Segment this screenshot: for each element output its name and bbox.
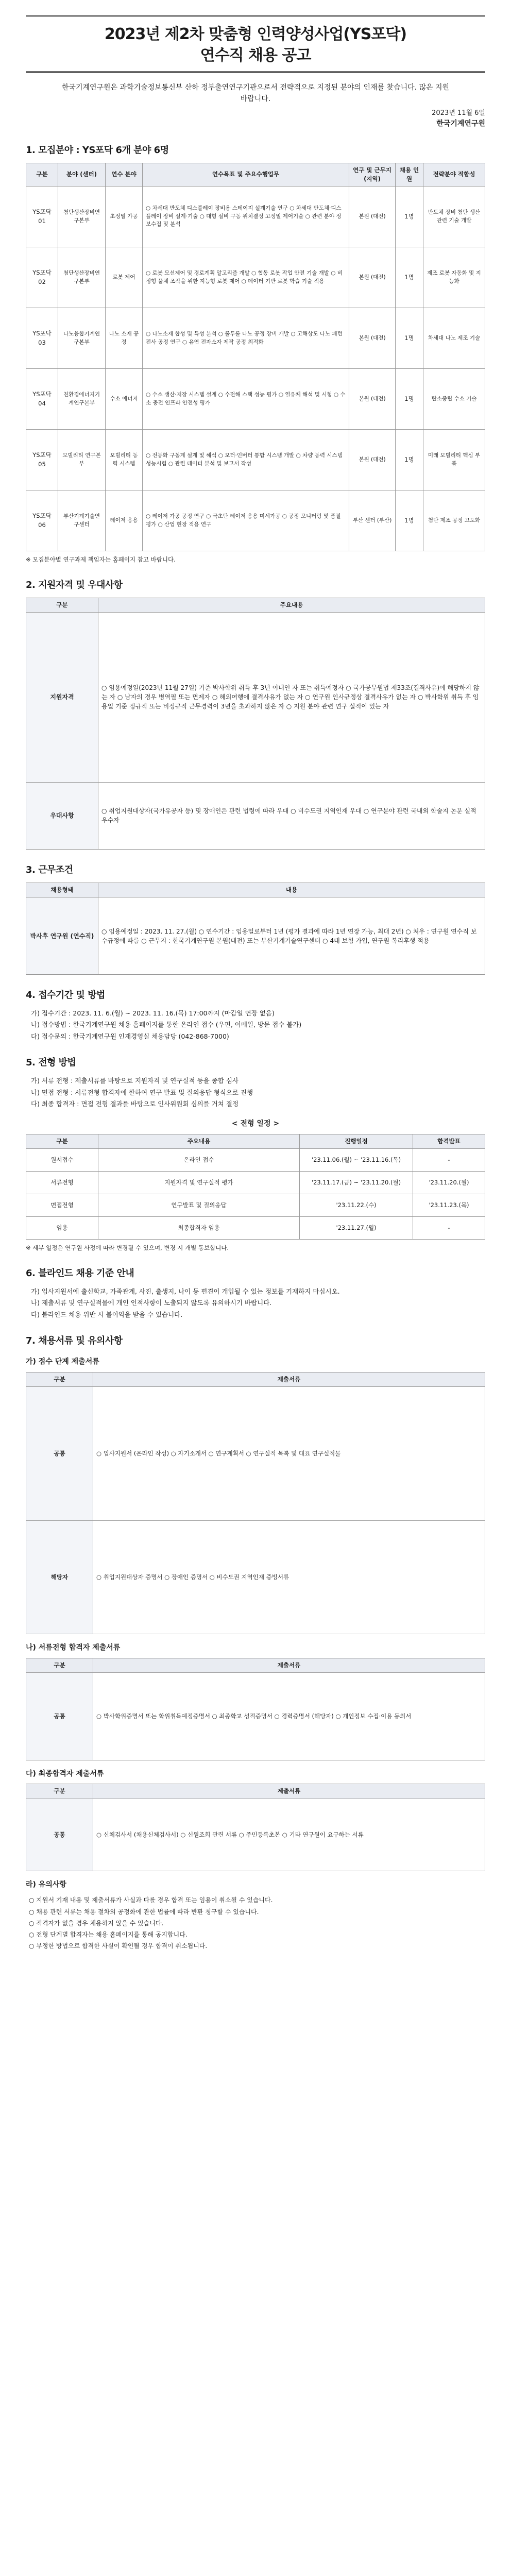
cell-place: 본원 (대전) xyxy=(349,430,396,490)
note-item: ○ 전형 단계별 합격자는 채용 홈페이지를 통해 공지합니다. xyxy=(29,1930,188,1938)
cell-field: 로봇 제어 xyxy=(106,247,143,308)
col-header: 연수 분야 xyxy=(106,163,143,187)
cell-center: 친환경에너지기계연구본부 xyxy=(58,369,106,430)
note-item: ○ 채용 관련 서류는 채용 절차의 공정화에 관한 법률에 따라 반환 청구할 수 있습니다. xyxy=(29,1908,259,1916)
cell: '23.11.27.(월) xyxy=(300,1216,413,1239)
row-content: ○ 박사학위증명서 또는 학위취득예정증명서 ○ 최종학교 성적증명서 ○ 경력증명서 (해당자) ○ 개인정보 수집·이용 동의서 xyxy=(93,1672,485,1760)
row-label: 우대사항 xyxy=(26,782,98,849)
col-header: 제출서류 xyxy=(93,1372,485,1386)
cell-count: 1명 xyxy=(396,187,423,247)
col-header: 주요내용 xyxy=(98,1134,300,1148)
docs-3-title: 다) 최종합격자 제출서류 xyxy=(26,1769,104,1778)
screening-step: 다) 최종 합격자 : 면접 전형 결과를 바탕으로 인사위원회 심의를 거쳐 결정 xyxy=(31,1100,239,1108)
cell: '23.11.06.(월) ~ '23.11.16.(목) xyxy=(300,1148,413,1171)
cell: 원서접수 xyxy=(26,1148,98,1171)
cell-count: 1명 xyxy=(396,369,423,430)
apply-contact: 다) 접수문의 : 한국기계연구원 인재경영실 채용담당 (042-868-7000) xyxy=(31,1032,229,1040)
cell-place: 본원 (대전) xyxy=(349,247,396,308)
row-content: ○ 취업지원대상자(국가유공자 등) 및 장애인은 관련 법령에 따라 우대 ○ 비수도권 지역인재 우대 ○ 연구분야 관련 국내외 학술지 논문 실적 우수자 xyxy=(98,782,485,849)
cell-field: 수소 에너지 xyxy=(106,369,143,430)
section-3-title: 3. 근무조건 xyxy=(26,864,73,875)
work-conditions-table xyxy=(26,883,485,975)
page-title-line2: 연수직 채용 공고 xyxy=(200,46,311,64)
cell-place: 부산 센터 (부산) xyxy=(349,490,396,551)
table-row xyxy=(26,1672,485,1760)
page-title-line1: 2023년 제2차 맞춤형 인력양성사업(YS포닥) xyxy=(104,25,407,43)
cell-count: 1명 xyxy=(396,430,423,490)
table-row xyxy=(26,490,485,551)
cell-center: 모빌리티 연구본부 xyxy=(58,430,106,490)
cell: 서류전형 xyxy=(26,1171,98,1194)
docs-table-1 xyxy=(26,1372,485,1634)
table-row xyxy=(26,369,485,430)
notes-title: 라) 유의사항 xyxy=(26,1880,66,1889)
col-header: 구분 xyxy=(26,1658,93,1672)
table-row xyxy=(26,1216,485,1239)
cell: 면접전형 xyxy=(26,1194,98,1216)
cell: 지원자격 및 연구실적 평가 xyxy=(98,1171,300,1194)
col-header: 내용 xyxy=(98,883,485,897)
cell-place: 본원 (대전) xyxy=(349,187,396,247)
cell-no: YS포닥 06 xyxy=(26,490,58,551)
cell-fit: 차세대 나노 제조 기술 xyxy=(423,308,485,369)
cell-tasks: ○ 차세대 반도체 디스플레이 장비용 스테이지 설계기술 연구 ○ 차세대 반도체·디스플레이 장비 설계·기술 ○ 대형 설비 구동 위치결정 고정밀 제어기술 ○ 관련 분야 정보수집 및 분석 xyxy=(143,187,349,247)
row-label: 지원자격 xyxy=(26,612,98,782)
cell-field: 모빌리티 동력 시스템 xyxy=(106,430,143,490)
col-header: 채용형태 xyxy=(26,883,98,897)
cell-no: YS포닥 04 xyxy=(26,369,58,430)
cell-center: 첨단생산장비연구본부 xyxy=(58,247,106,308)
col-header: 전략분야 적합성 xyxy=(423,163,485,187)
section-5-note: ※ 세부 일정은 연구원 사정에 따라 변경될 수 있으며, 변경 시 개별 통보합니다. xyxy=(26,1244,229,1251)
cell-fit: 제조 로봇 자동화 및 지능화 xyxy=(423,247,485,308)
cell: '23.11.20.(월) xyxy=(413,1171,485,1194)
note-item: ○ 지원서 기재 내용 및 제출서류가 사실과 다를 경우 합격 또는 임용이 취소될 수 있습니다. xyxy=(29,1896,273,1904)
section-4-title: 4. 접수기간 및 방법 xyxy=(26,990,105,1001)
section-1-note: ※ 모집분야별 연구과제 책임자는 홈페이지 참고 바랍니다. xyxy=(26,556,176,563)
cell-fit: 미래 모빌리티 핵심 부품 xyxy=(423,430,485,490)
row-label: 해당자 xyxy=(26,1520,93,1634)
cell-place: 본원 (대전) xyxy=(349,369,396,430)
row-label: 공통 xyxy=(26,1799,93,1871)
cell-field: 나노 소재 공정 xyxy=(106,308,143,369)
section-7-title: 7. 채용서류 및 유의사항 xyxy=(26,1335,123,1347)
cell: - xyxy=(413,1148,485,1171)
screening-step: 나) 면접 전형 : 서류전형 합격자에 한하여 연구 발표 및 질의응답 형식으로 진행 xyxy=(31,1088,253,1096)
cell: 임용 xyxy=(26,1216,98,1239)
section-6-title: 6. 블라인드 채용 기준 안내 xyxy=(26,1267,134,1279)
cell-no: YS포닥 05 xyxy=(26,430,58,490)
org-name: 한국기계연구원 xyxy=(436,119,485,128)
schedule-table-title: < 전형 일정 > xyxy=(231,1119,280,1128)
cell-no: YS포닥 03 xyxy=(26,308,58,369)
cell-tasks: ○ 로봇 모션제어 및 경로계획 알고리즘 개발 ○ 협동 로봇 작업 안전 기술 개발 ○ 비정형 물체 조작을 위한 지능형 로봇 제어 ○ 데이터 기반 로봇 학습 기술 적용 xyxy=(143,247,349,308)
cell-tasks: ○ 수소 생산·저장 시스템 설계 ○ 수전해 스택 성능 평가 ○ 열유체 해석 및 시험 ○ 수소 충전 인프라 안전성 평가 xyxy=(143,369,349,430)
col-header: 구분 xyxy=(26,163,58,187)
row-content: ○ 임용예정일 : 2023. 11. 27.(월) ○ 연수기간 : 임용일로부터 1년 (평가 결과에 따라 1년 연장 가능, 최대 2년) ○ 처우 : 연구원 연수직 보수규정에 따름 ○ 근무지 : 한국기계연구원 본원(대전) 또는 부산기계기술연구센터 ○ 4대 보험 가입, 연구원 복리후생 적용 xyxy=(98,897,485,975)
col-header: 채용 인원 xyxy=(396,163,423,187)
col-header: 구분 xyxy=(26,598,98,612)
col-header: 제출서류 xyxy=(93,1658,485,1672)
col-header: 주요내용 xyxy=(98,598,485,612)
row-content: ○ 임용예정일(2023년 11월 27일) 기준 박사학위 취득 후 3년 이내인 자 또는 취득예정자 ○ 국가공무원법 제33조(결격사유)에 해당하지 않는 자 ○ 남자의 경우 병역필 또는 면제자 ○ 해외여행에 결격사유가 없는 자 ○ 연구원 인사규정상 결격사유가 없는 자 ○ 박사학위 취득 후 임용일 기준 정규직 또는 비정규직 근무경력이 3년을 초과하지 않은 자 ○ 지원 분야 관련 연구 실적이 있는 자 xyxy=(98,612,485,782)
col-header: 구분 xyxy=(26,1372,93,1386)
table-row xyxy=(26,1386,485,1520)
note-item: ○ 부정한 방법으로 합격한 사실이 확인될 경우 합격이 취소됩니다. xyxy=(29,1942,208,1950)
screening-step: 가) 서류 전형 : 제출서류를 바탕으로 지원자격 및 연구실적 등을 종합 심사 xyxy=(31,1077,239,1085)
col-header: 연수목표 및 주요수행업무 xyxy=(143,163,349,187)
cell-fit: 첨단 제조 공정 고도화 xyxy=(423,490,485,551)
col-header: 제출서류 xyxy=(93,1784,485,1799)
section-1-title: 1. 모집분야 : YS포닥 6개 분야 6명 xyxy=(26,144,169,156)
docs-2-title: 나) 서류전형 합격자 제출서류 xyxy=(26,1643,121,1652)
title-box xyxy=(26,15,485,73)
cell-place: 본원 (대전) xyxy=(349,308,396,369)
table-row xyxy=(26,782,485,849)
col-header: 진행일정 xyxy=(300,1134,413,1148)
table-row xyxy=(26,308,485,369)
apply-method: 나) 접수방법 : 한국기계연구원 채용 홈페이지를 통한 온라인 접수 (우편, 이메일, 방문 접수 불가) xyxy=(31,1021,302,1029)
section-5-title: 5. 전형 방법 xyxy=(26,1057,76,1069)
row-label: 공통 xyxy=(26,1672,93,1760)
blind-rule: 나) 제출서류 및 연구실적물에 개인 인적사항이 노출되지 않도록 유의하시기 바랍니다. xyxy=(31,1299,272,1307)
schedule-table xyxy=(26,1134,485,1240)
col-header: 합격발표 xyxy=(413,1134,485,1148)
row-label: 공통 xyxy=(26,1386,93,1520)
recruit-table xyxy=(26,163,485,552)
table-row xyxy=(26,430,485,490)
cell-center: 첨단생산장비연구본부 xyxy=(58,187,106,247)
row-content: ○ 신체검사서 (채용신체검사서) ○ 신원조회 관련 서류 ○ 주민등록초본 ○ 기타 연구원이 요구하는 서류 xyxy=(93,1799,485,1871)
table-row xyxy=(26,1799,485,1871)
col-header: 구분 xyxy=(26,1784,93,1799)
row-label: 박사후 연구원 (연수직) xyxy=(26,897,98,975)
cell-field: 레이저 응용 xyxy=(106,490,143,551)
cell-center: 부산기계기술연구센터 xyxy=(58,490,106,551)
cell: 온라인 접수 xyxy=(98,1148,300,1171)
cell-count: 1명 xyxy=(396,247,423,308)
table-row xyxy=(26,1148,485,1171)
table-row xyxy=(26,897,485,975)
cell: '23.11.22.(수) xyxy=(300,1194,413,1216)
blind-rule: 가) 입사지원서에 출신학교, 가족관계, 사진, 출생지, 나이 등 편견이 개입될 수 있는 정보를 기재하지 마십시오. xyxy=(31,1287,340,1295)
table-row xyxy=(26,187,485,247)
announce-date: 2023년 11월 6일 xyxy=(432,109,485,117)
cell-fit: 반도체 장비 첨단 생산 관련 기술 개발 xyxy=(423,187,485,247)
row-content: ○ 입사지원서 (온라인 작성) ○ 자기소개서 ○ 연구계획서 ○ 연구실적 목록 및 대표 연구실적물 xyxy=(93,1386,485,1520)
note-item: ○ 적격자가 없을 경우 채용하지 않을 수 있습니다. xyxy=(29,1919,164,1927)
cell-fit: 탄소중립 수소 기술 xyxy=(423,369,485,430)
col-header: 분야 (센터) xyxy=(58,163,106,187)
cell: '23.11.23.(목) xyxy=(413,1194,485,1216)
cell-no: YS포닥 01 xyxy=(26,187,58,247)
blind-rule: 다) 블라인드 채용 위반 시 불이익을 받을 수 있습니다. xyxy=(31,1310,183,1318)
cell-field: 초정밀 가공 xyxy=(106,187,143,247)
cell-center: 나노융합기계연구본부 xyxy=(58,308,106,369)
cell-count: 1명 xyxy=(396,308,423,369)
notes-list xyxy=(29,1894,485,1952)
cell-tasks: ○ 레이저 가공 공정 연구 ○ 극초단 레이저 응용 미세가공 ○ 공정 모니터링 및 품질 평가 ○ 산업 현장 적용 연구 xyxy=(143,490,349,551)
docs-1-title: 가) 접수 단계 제출서류 xyxy=(26,1357,99,1366)
cell-no: YS포닥 02 xyxy=(26,247,58,308)
apply-period: 가) 접수기간 : 2023. 11. 6.(월) ~ 2023. 11. 16.(목) 17:00까지 (마감일 연장 없음) xyxy=(31,1009,275,1017)
table-row xyxy=(26,1171,485,1194)
docs-table-2 xyxy=(26,1658,485,1760)
cell-tasks: ○ 나노소재 합성 및 특성 분석 ○ 롤투롤 나노 공정 장비 개발 ○ 고해상도 나노 패턴 전사 공정 연구 ○ 유연 전자소자 제작 공정 최적화 xyxy=(143,308,349,369)
row-content: ○ 취업지원대상자 증명서 ○ 장애인 증명서 ○ 비수도권 지역인재 증빙서류 xyxy=(93,1520,485,1634)
cell: 최종합격자 임용 xyxy=(98,1216,300,1239)
table-row xyxy=(26,612,485,782)
cell-tasks: ○ 전동화 구동계 설계 및 해석 ○ 모터·인버터 통합 시스템 개발 ○ 차량 동력 시스템 성능시험 ○ 관련 데이터 분석 및 보고서 작성 xyxy=(143,430,349,490)
section-2-title: 2. 지원자격 및 우대사항 xyxy=(26,579,123,590)
intro-text: 한국기계연구원은 과학기술정보통신부 산하 정부출연연구기관으로서 전략적으로 지정된 분야의 인재를 찾습니다. 많은 지원 바랍니다. xyxy=(61,83,450,104)
table-row xyxy=(26,1194,485,1216)
col-header: 구분 xyxy=(26,1134,98,1148)
cell: '23.11.17.(금) ~ '23.11.20.(월) xyxy=(300,1171,413,1194)
table-row xyxy=(26,247,485,308)
table-row xyxy=(26,1520,485,1634)
docs-table-3 xyxy=(26,1784,485,1871)
cell: - xyxy=(413,1216,485,1239)
col-header: 연구 및 근무지 (지역) xyxy=(349,163,396,187)
qualification-table xyxy=(26,598,485,850)
cell-count: 1명 xyxy=(396,490,423,551)
cell: 연구발표 및 질의응답 xyxy=(98,1194,300,1216)
